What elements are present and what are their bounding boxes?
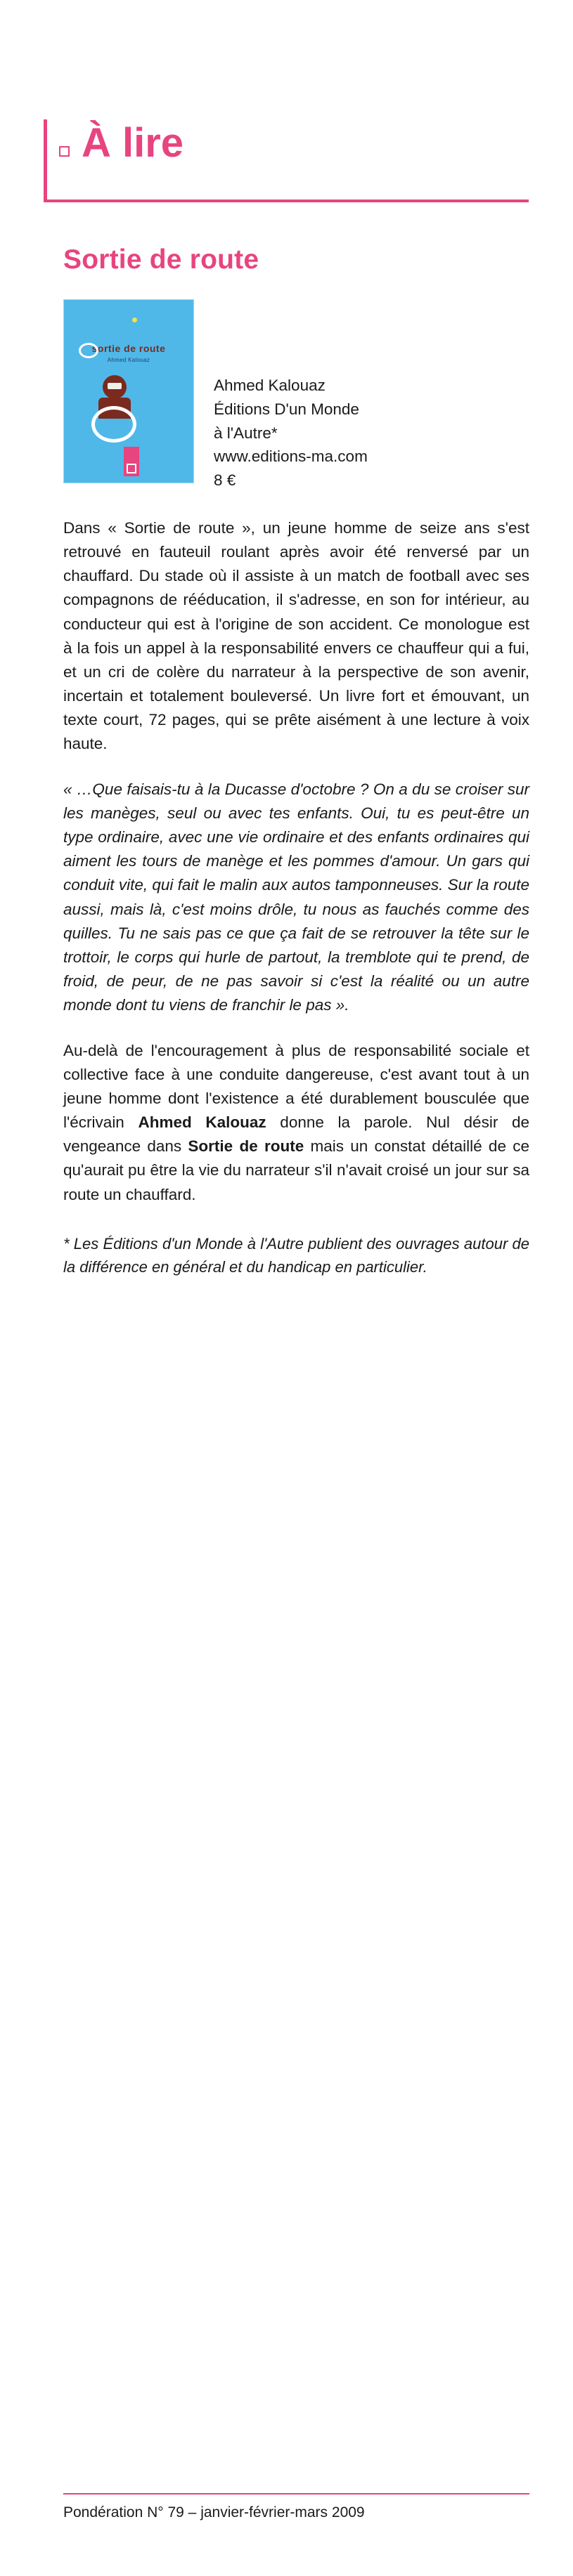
- closing-part-1: Au-delà de l'encouragement à plus de responsabilité sociale et collective face à une conduite dangereuse, c'est avant tout à un jeune homme dont l'existence a été durablement bousculée que l'écrivain: [63, 1041, 529, 1132]
- publisher-logo-mark-icon: [127, 464, 136, 473]
- article-quote: « …Que faisais-tu à la Ducasse d'octobre ? On a du se croiser sur les manèges, seul ou avec tes enfants. Oui, tu es peut-être un type ordinaire, avec une vie ordinaire et des enfants ordinaires qui aiment les tours de manège et les pommes d'amour. Un gars qui conduit vite, qui fait le malin aux autos tamponneuses. Sur la route aussi, mais là, c'est moins drôle, tu nous as fauchés comme des quilles. Tu ne sais pas ce que ça fait de se retrouver la tête sur le trottoir, le corps qui hurle de partout, la tremblote qui te prend, de froid, de peur, de ne pas savoir si c'est la réalité ou un autre monde dont tu viens de franchir le pas ».: [63, 780, 529, 1014]
- book-metadata: [214, 299, 368, 492]
- closing-bold-author: Ahmed Kalouaz: [138, 1113, 266, 1132]
- cover-wheel-inner-icon: [79, 343, 98, 358]
- article-footnote: * Les Éditions d'un Monde à l'Autre publient des ouvrages autour de la différence en général et du handicap en particulier.: [63, 1234, 529, 1276]
- footer-text: Pondération N° 79 – janvier-février-mars 2009: [63, 2504, 365, 2521]
- book-author: Ahmed Kalouaz: [214, 377, 326, 394]
- square-bullet-icon: [59, 146, 70, 157]
- cover-dot-icon: [132, 318, 137, 322]
- book-publisher: Éditions D'un Monde: [214, 400, 359, 418]
- closing-part-2: donne la parole. Nul désir de vengeance dans: [63, 1113, 529, 1156]
- page-footer: [63, 2493, 529, 2521]
- cover-author: Ahmed Kalouaz: [107, 357, 150, 363]
- rubric-bracket-horizontal: [44, 200, 529, 202]
- rubric-bracket-vertical: [44, 119, 47, 202]
- rubric-header: [0, 112, 573, 211]
- article-paragraph-closing: [63, 1039, 529, 1207]
- page-title: Sortie de route: [63, 244, 259, 275]
- book-cover-image: [63, 299, 194, 483]
- book-price: 8 €: [214, 471, 236, 489]
- closing-part-3: mais un constat détaillé de ce qu'aurait pu être la vie du narrateur s'il n'avait croisé un jour sur sa route un chauffard.: [63, 1137, 529, 1203]
- page: [0, 112, 573, 2576]
- closing-bold-title: Sortie de route: [188, 1137, 304, 1156]
- rubric-title: À lire: [82, 120, 184, 166]
- wheelchair-figure-icon: [89, 375, 142, 443]
- article: [0, 244, 573, 1279]
- article-paragraph-1: Dans « Sortie de route », un jeune homme de seize ans s'est retrouvé en fauteuil roulant après avoir été renversé par un chauffard. Du stade où il assiste à un match de football avec ses compagnons de rééducation, il s'adresse, en son for intérieur, au conducteur qui est à l'origine de son accident. Ce monologue est à la fois un appel à la responsabilité envers ce chauffeur qui a fui, et un cri de colère du narrateur à la perspective de son avenir, incertain et totalement bouleversé. Un livre fort et émouvant, un texte court, 72 pages, qui se prête aisément à une lecture à voix haute.: [63, 518, 529, 753]
- book-website[interactable]: www.editions-ma.com: [214, 447, 368, 466]
- footer-divider: [63, 2493, 529, 2495]
- book-block: [63, 299, 529, 492]
- book-publisher-line2: à l'Autre*: [214, 424, 278, 442]
- cover-title: sortie de route: [91, 343, 166, 354]
